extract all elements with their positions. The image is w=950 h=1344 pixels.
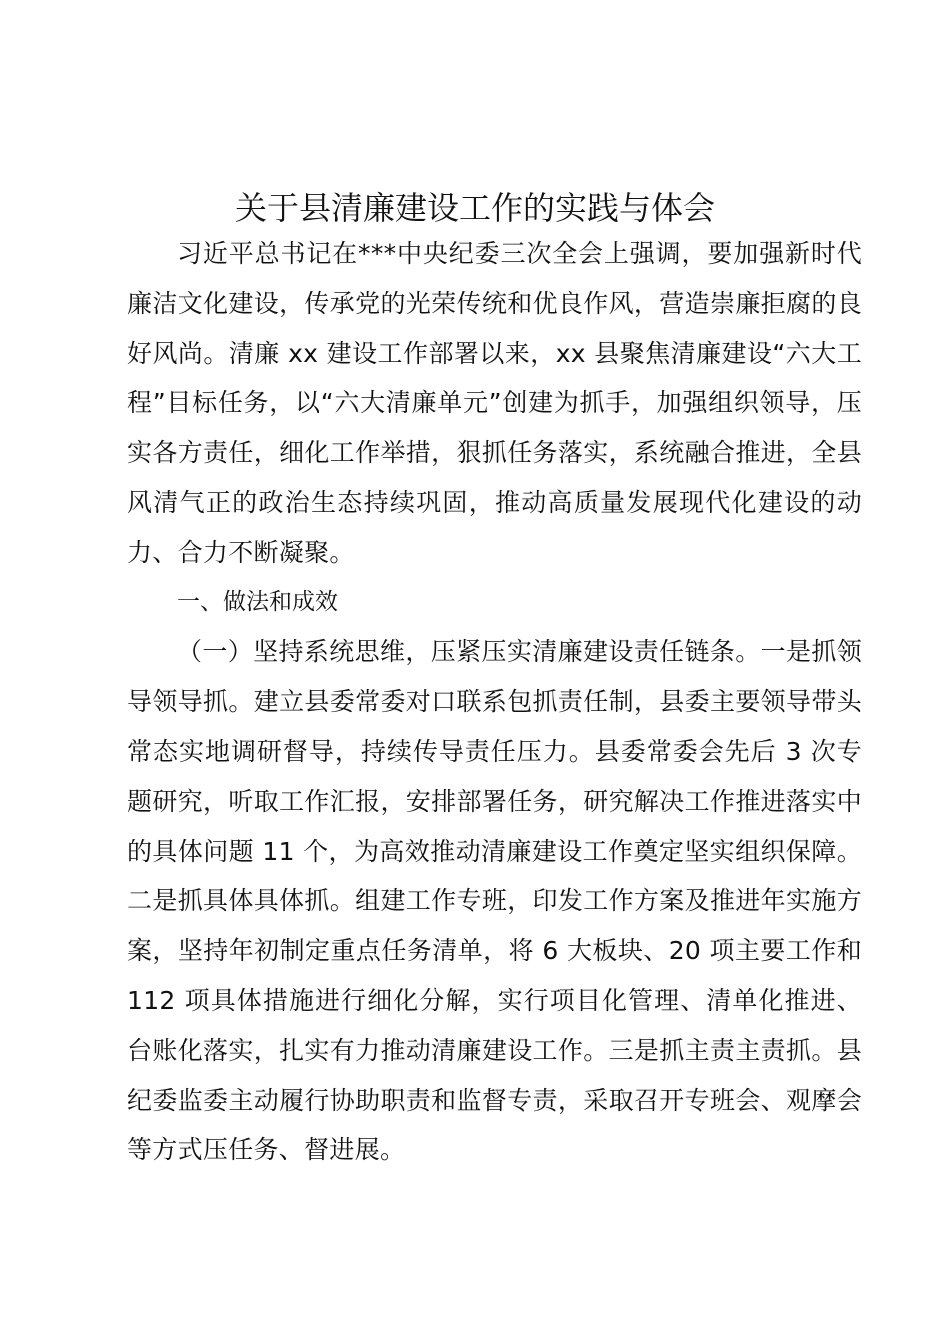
paragraph-section-1: （一）坚持系统思维，压紧压实清廉建设责任链条。一是抓领导领导抓。建立县委常委对口联系包抓责任制，县委主要领导带头常态实地调研督导，持续传导责任压力。县委常委会先后 3 次专题研究，听取工作汇报，安排部署任务，研究解决工作推进落实中的具体问题 11 个，为高效推动清廉建设工作奠定坚实组织保障。二是抓具体具体抓。组建工作专班，印发工作方案及推进年实施方案，坚持年初制定重点任务清单，将 6 大板块、20 项主要工作和 112 项具体措施进行细化分解，实行项目化管理、清单化推进、台账化落实，扎实有力推动清廉建设工作。三是抓主责主责抓。县纪委监委主动履行协助职责和监督专责，采取召开专班会、观摩会等方式压任务、督进展。 [127, 637, 862, 1165]
document-body [127, 229, 862, 1175]
document-title: 关于县清廉建设工作的实践与体会 [234, 189, 715, 227]
section-heading: 一、做法和成效 [177, 588, 338, 615]
paragraph-intro: 习近平总书记在***中央纪委三次全会上强调，要加强新时代廉洁文化建设，传承党的光荣传统和优良作风，营造崇廉拒腐的良好风尚。清廉 xx 建设工作部署以来，xx 县聚焦清廉建设“六大工程”目标任务，以“六大清廉单元”创建为抓手，加强组织领导，压实各方责任，细化工作举措，狠抓任务落实，系统融合推进，全县风清气正的政治生态持续巩固，推动高质量发展现代化建设的动力、合力不断凝聚。 [127, 239, 862, 567]
